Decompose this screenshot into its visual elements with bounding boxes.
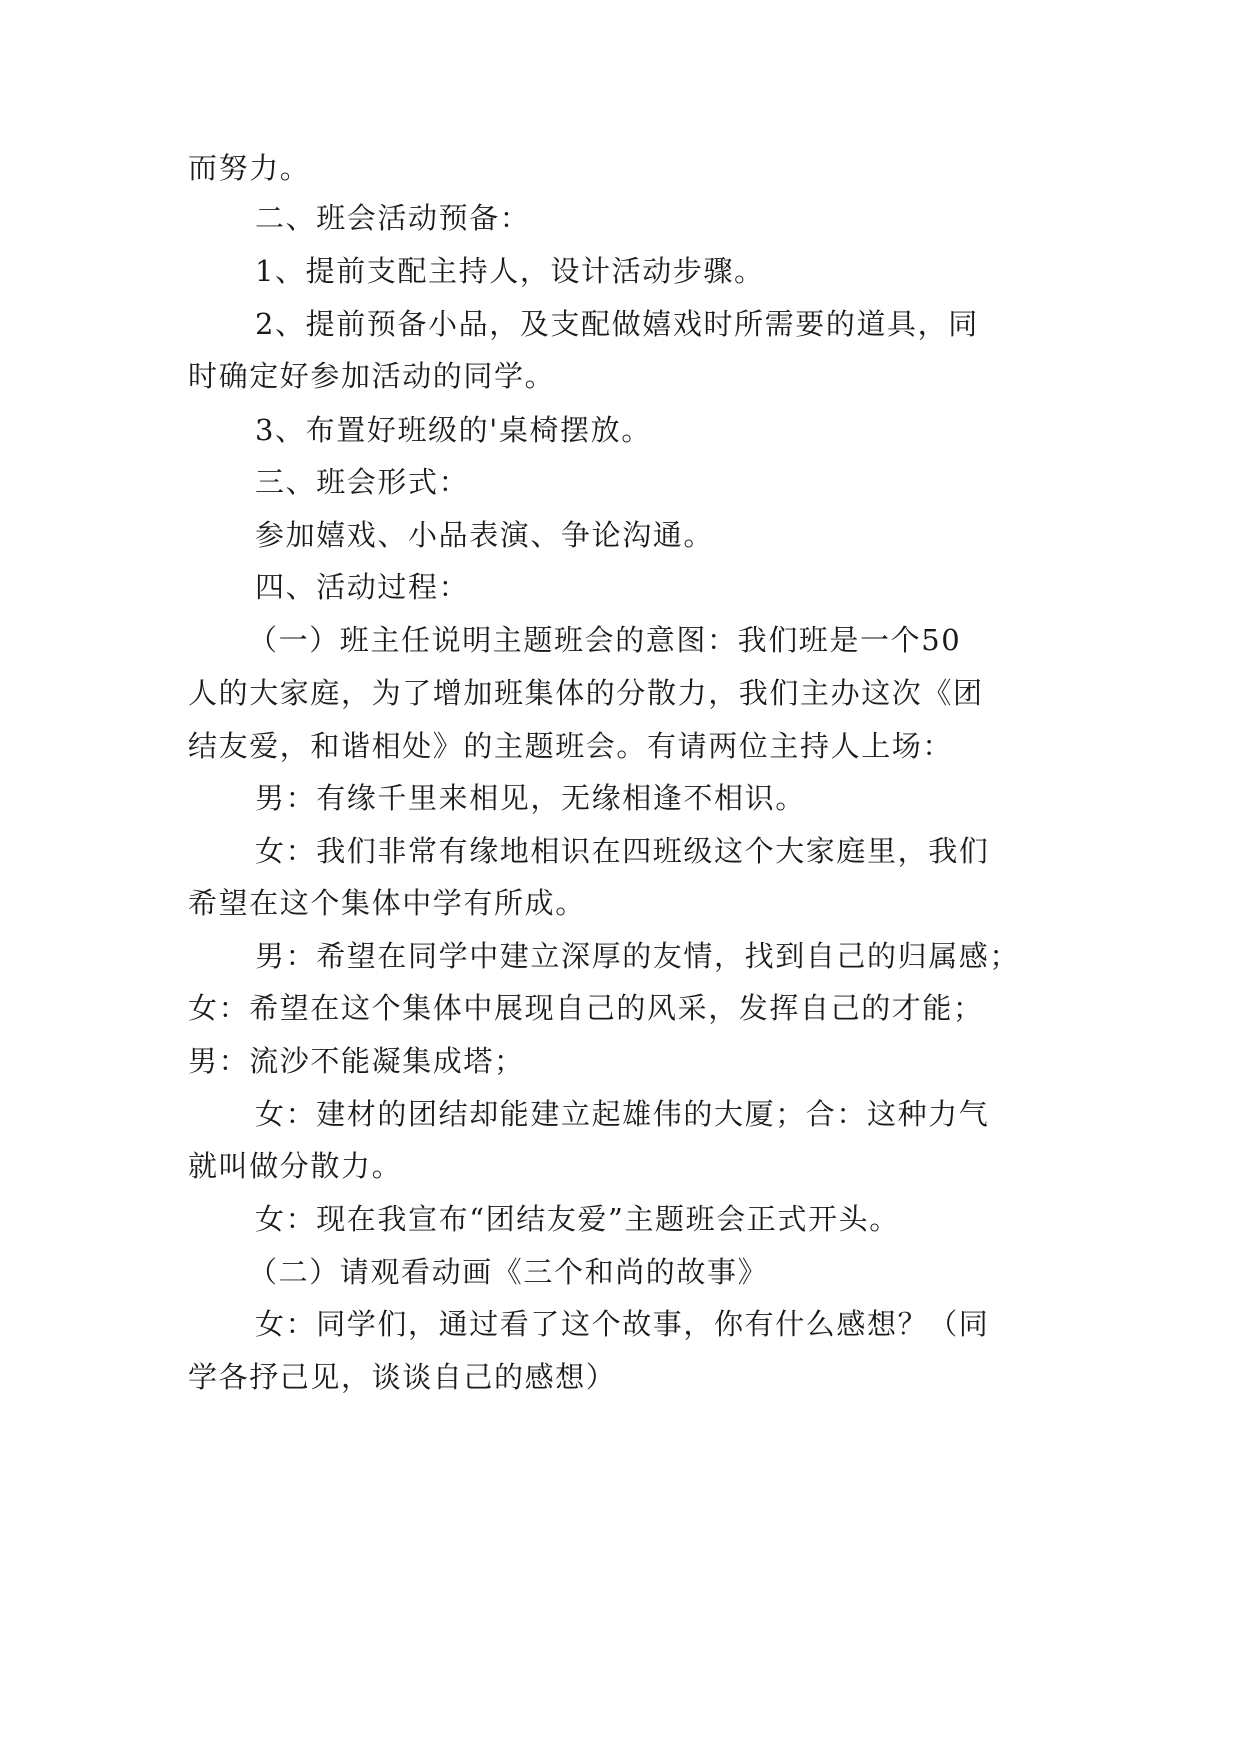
text-line: 而努力。 xyxy=(188,151,311,185)
dialogue-line: 女：同学们，通过看了这个故事，你有什么感想？（同 xyxy=(255,1307,990,1341)
section-heading: 四、活动过程： xyxy=(255,570,470,604)
text-line: 希望在这个集体中学有所成。 xyxy=(188,886,586,920)
text-line: 人的大家庭，为了增加班集体的分散力，我们主办这次《团 xyxy=(188,676,984,710)
dialogue-line: 男：流沙不能凝集成塔； xyxy=(188,1044,525,1078)
text-line: 就叫做分散力。 xyxy=(188,1149,403,1183)
text-line: 结友爱，和谐相处》的主题班会。有请两位主持人上场： xyxy=(188,729,954,763)
text-line: 3、布置好班级的'桌椅摆放。 xyxy=(255,413,652,447)
dialogue-line: 男：希望在同学中建立深厚的友情，找到自己的归属感； xyxy=(255,939,1021,973)
dialogue-line: 女：我们非常有缘地相识在四班级这个大家庭里，我们 xyxy=(255,834,990,868)
text-line: 学各抒己见，谈谈自己的感想） xyxy=(188,1360,617,1394)
text-line: （一）班主任说明主题班会的意图：我们班是一个50 xyxy=(248,623,962,657)
text-line: 时确定好参加活动的同学。 xyxy=(188,359,556,393)
dialogue-line: 女：希望在这个集体中展现自己的风采，发挥自己的才能； xyxy=(188,991,984,1025)
dialogue-line: 女：现在我宣布“团结友爱”主题班会正式开头。 xyxy=(255,1202,900,1236)
section-heading: 三、班会形式： xyxy=(255,465,470,499)
section-heading: （二）请观看动画《三个和尚的故事》 xyxy=(248,1255,769,1289)
text-line: 2、提前预备小品，及支配做嬉戏时所需要的道具，同 xyxy=(255,307,979,341)
dialogue-line: 女：建材的团结却能建立起雄伟的大厦；合：这种力气 xyxy=(255,1097,990,1131)
text-line: 参加嬉戏、小品表演、争论沟通。 xyxy=(255,518,715,552)
text-line: 1、提前支配主持人，设计活动步骤。 xyxy=(255,254,765,288)
section-heading: 二、班会活动预备： xyxy=(255,201,531,235)
dialogue-line: 男：有缘千里来相见，无缘相逢不相识。 xyxy=(255,781,806,815)
